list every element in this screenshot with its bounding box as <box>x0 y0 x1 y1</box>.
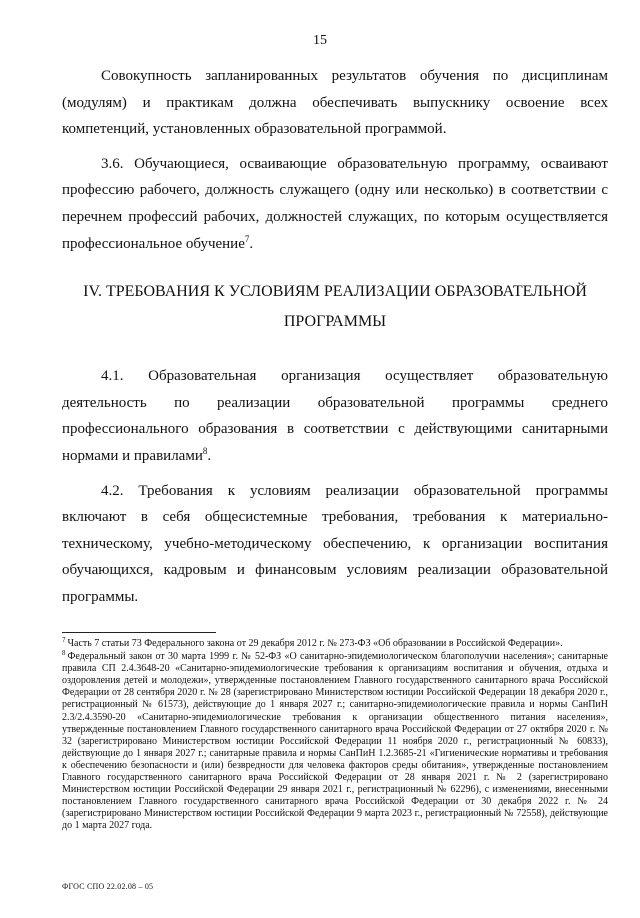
footnote-ref-7[interactable]: 7 <box>244 233 250 244</box>
paragraph-3-6-text: 3.6. Обучающиеся, осваивающие образовательную программу, осваивают профессию рабочего, должность служащего (одну или несколько) в соответствии с перечнем профессий рабочих, должностей служащих, по которым осуществляется профессиональное обучение <box>62 155 608 252</box>
footnote-separator <box>62 632 216 633</box>
footnote-8 <box>62 648 608 832</box>
paragraph-4-2: 4.2. Требования к условиям реализации образовательной программы включают в себя общесистемные требования, требования к материально-техническому, учебно-методическому обеспечению, к организации воспитания обучающихся, кадровым и финансовым условиям реализации образовательной программы. <box>62 482 608 605</box>
paragraph-3-6: 3.6. Обучающиеся, осваивающие образовательную программу, осваивают профессию рабочего, должность служащего (одну или несколько) в соответствии с перечнем профессий рабочих, должностей служащих, по которым осуществляется профессиональное обучение$^7$. <box>62 155 608 252</box>
paragraph-4-1: 4.1. Образовательная организация осуществляет образовательную деятельность по реализации образовательной программы среднего профессионального образования в соответствии с действующими санитарными нормами и правилами$^8$. <box>62 368 608 464</box>
page-number: 15 <box>313 33 327 48</box>
section-title-line2: ПРОГРАММЫ <box>283 313 387 331</box>
section-title-line1: IV. ТРЕБОВАНИЯ К УСЛОВИЯМ РЕАЛИЗАЦИИ ОБРАЗОВАТЕЛЬНОЙ <box>83 283 587 301</box>
footnote-8-text: Федеральный закон от 30 марта 1999 г. № 52-ФЗ «О санитарно-эпидемиологическом благополучии населения»; санитарные правила СП 2.4.3648-20 «Санитарно-эпидемиологические требования к организациям воспитания и обучения, отдыха и оздоровления детей и молодежи», утвержденные постановлением Главного государственного санитарного врача Российской Федерации от 28 сентября 2020 г. № 28 (зарегистрировано Министерством юстиции Российской Федерации 18 декабря 2020 г., регистрационный № 61573), действующие до 1 января 2027 г.; санитарно-эпидемиологические правила и нормы СанПиН 2.3/2.4.3590-20 «Санитарно-эпидемиологические требования к организации общественного питания населения», утвержденные постановлением Главного государственного санитарного врача Российской Федерации от 27 октября 2020 г. № 32 (зарегистрировано Министерством юстиции Российской Федерации 11 ноября 2020 г., регистрационный № 60833), действующие до 1 января 2027 г.; санитарные правила и нормы СанПиН 1.2.3685-21 «Гигиенические нормативы и требования к обеспечению безопасности и (или) безвредности для человека факторов среды обитания», утвержденные постановлением Главного государственного санитарного врача Российской Федерации от 28 января 2021 г. № 2 (зарегистрировано Министерством юстиции Российской Федерации 29 января 2021 г., регистрационный № 62296), с изменениями, внесенными постановлением Главного государственного санитарного врача Российской Федерации от 30 декабря 2022 г. № 24 (зарегистрировано Министерством юстиции Российской Федерации 9 марта 2023 г., регистрационный № 72558), действующие до 1 марта 2027 года. <box>62 651 608 832</box>
paragraph-competencies: Совокупность запланированных результатов обучения по дисциплинам (модулям) и практикам должна обеспечивать выпускнику освоение всех компетенций, установленных образовательной программой. <box>62 68 608 138</box>
footnote-ref-8[interactable]: 8 <box>202 445 208 456</box>
footnotes <box>62 635 608 834</box>
footnote-7-text: Часть 7 статьи 73 Федерального закона от 29 декабря 2012 г. № 273-ФЗ «Об образовании в Российской Федерации». <box>67 638 563 649</box>
main-text <box>62 63 608 611</box>
paragraph-4-1-text: 4.1. Образовательная организация осуществляет образовательную деятельность по реализации образовательной программы среднего профессионального образования в соответствии с действующими санитарными нормами и правилами <box>62 368 608 464</box>
section-title <box>62 277 608 337</box>
document-code: ФГОС СПО 22.02.08 – 05 <box>62 882 154 891</box>
footnote-7 <box>62 635 608 650</box>
footnote-8-mark: 8 <box>62 648 66 657</box>
footnote-7-mark: 7 <box>62 635 66 644</box>
